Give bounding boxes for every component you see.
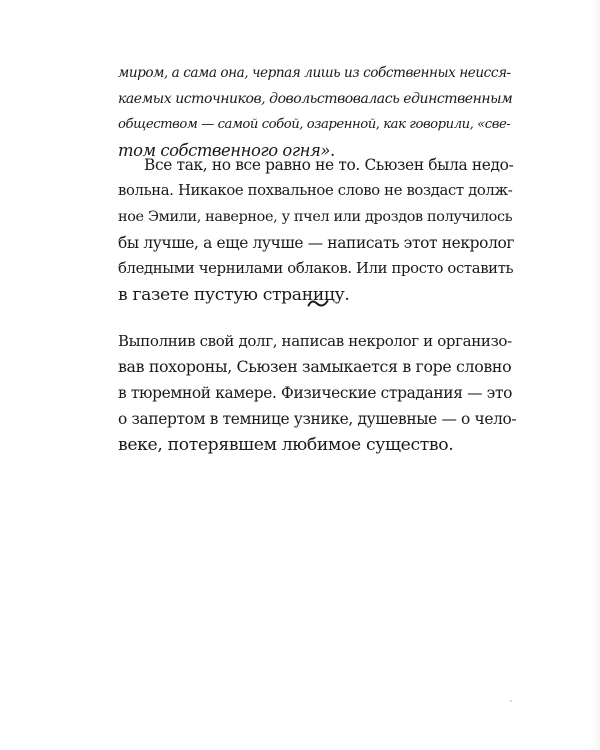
text-line: Выполнив свой долг, написав некролог и организо- <box>118 332 512 350</box>
tilde-ornament-icon <box>307 297 329 309</box>
text-line: каемых источников, довольствовалась единственным <box>118 91 513 107</box>
text-line: том собственного огня». <box>118 141 335 160</box>
text-line: в газете пустую страницу. <box>118 285 350 305</box>
text-line: вав похороны, Сьюзен замыкается в горе словно <box>118 357 512 376</box>
paragraph-susan-dissatisfied <box>118 152 516 308</box>
text-line: в тюремной камере. Физические страдания — это <box>118 384 513 402</box>
page-edge-shadow <box>590 0 600 750</box>
text-line: ное Эмили, наверное, у пчел или дроздов получилось <box>118 209 513 225</box>
text-line: веке, потерявшем любимое существо. <box>118 435 454 455</box>
text-line: бледными чернилами облаков. Или просто оставить <box>118 260 514 277</box>
text-line: о запертом в темнице узнике, душевные — о чело- <box>118 410 517 428</box>
text-line: вольна. Никакое похвальное слово не воздаст долж- <box>118 182 513 199</box>
paper-speck <box>510 700 512 702</box>
paragraph-susan-grief <box>118 328 516 458</box>
text-line: бы лучше, а еще лучше — написать этот некролог <box>118 234 515 252</box>
text-line: Все так, но все равно не то. Сьюзен была недо- <box>144 156 514 174</box>
text-line: обществом — самой собой, озаренной, как говорили, «све- <box>118 117 511 132</box>
italic-quote-passage <box>118 60 516 164</box>
text-line: миром, а сама она, черпая лишь из собственных неисся- <box>118 65 511 81</box>
